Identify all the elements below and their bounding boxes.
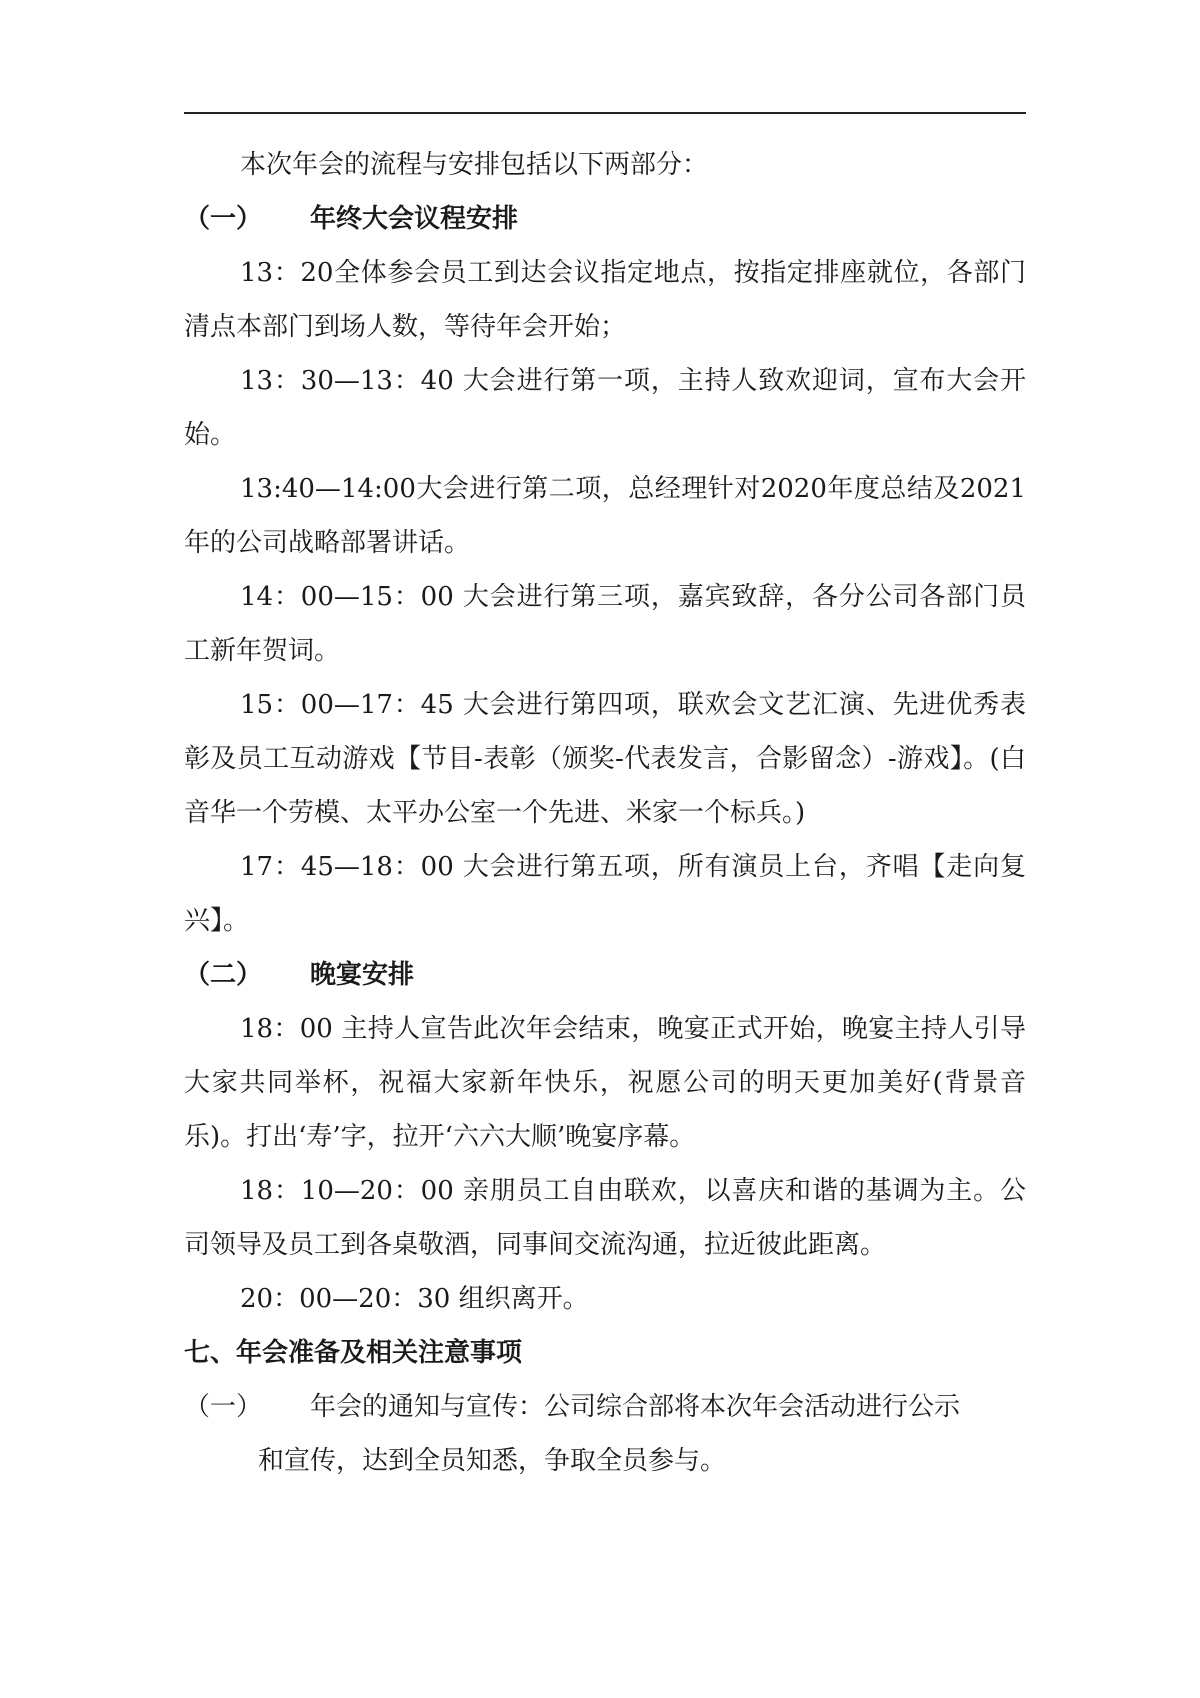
part1-title: 年终大会议程安排 xyxy=(310,204,519,234)
section7-item-1-number: （一） xyxy=(184,1392,263,1422)
banquet-paragraph: 20：00—20：30 组织离开。 xyxy=(240,1284,589,1314)
part2-number: （二） xyxy=(184,960,263,990)
part1-number: （一） xyxy=(184,204,263,234)
agenda-paragraph: 13：20全体参会员工到达会议指定地点，按指定排座就位，各部门清点本部门到场人数，等待年会开始； xyxy=(184,258,1026,342)
agenda-paragraph: 13:40—14:00大会进行第二项，总经理针对2020年度总结及2021年的公司战略部署讲话。 xyxy=(184,474,1026,558)
agenda-paragraph: 13：30—13：40 大会进行第一项，主持人致欢迎词，宣布大会开始。 xyxy=(184,366,1026,450)
agenda-paragraph: 15：00—17：45 大会进行第四项，联欢会文艺汇演、先进优秀表彰及员工互动游戏【节目-表彰（颁奖-代表发言，合影留念）-游戏】。(白音华一个劳模、太平办公室一个先进、米家一个标兵。) xyxy=(184,690,1026,828)
section7-item-1 xyxy=(184,1380,1026,1488)
banquet-paragraph: 18：10—20：00 亲朋员工自由联欢，以喜庆和谐的基调为主。公司领导及员工到各桌敬酒，同事间交流沟通，拉近彼此距离。 xyxy=(184,1176,1026,1260)
section7-item-1-line1: 年会的通知与宣传：公司综合部将本次年会活动进行公示 xyxy=(310,1392,961,1422)
document-body xyxy=(184,138,1026,1488)
header-rule xyxy=(184,112,1026,114)
section7-title: 七、年会准备及相关注意事项 xyxy=(184,1338,523,1368)
banquet-paragraph: 18：00 主持人宣告此次年会结束，晚宴正式开始，晚宴主持人引导大家共同举杯，祝福大家新年快乐，祝愿公司的明天更加美好(背景音乐)。打出‘寿’字，拉开‘六六大顺’晚宴序幕。 xyxy=(184,1014,1026,1152)
section7-item-1-line2: 和宣传，达到全员知悉，争取全员参与。 xyxy=(258,1446,727,1476)
part2-title: 晚宴安排 xyxy=(310,960,415,990)
part2-heading xyxy=(184,948,1026,1002)
agenda-paragraph: 14：00—15：00 大会进行第三项，嘉宾致辞，各分公司各部门员工新年贺词。 xyxy=(184,582,1026,666)
part1-heading xyxy=(184,192,1026,246)
intro-paragraph: 本次年会的流程与安排包括以下两部分： xyxy=(240,150,709,180)
agenda-paragraph: 17：45—18：00 大会进行第五项，所有演员上台，齐唱【走向复兴】。 xyxy=(184,852,1026,936)
